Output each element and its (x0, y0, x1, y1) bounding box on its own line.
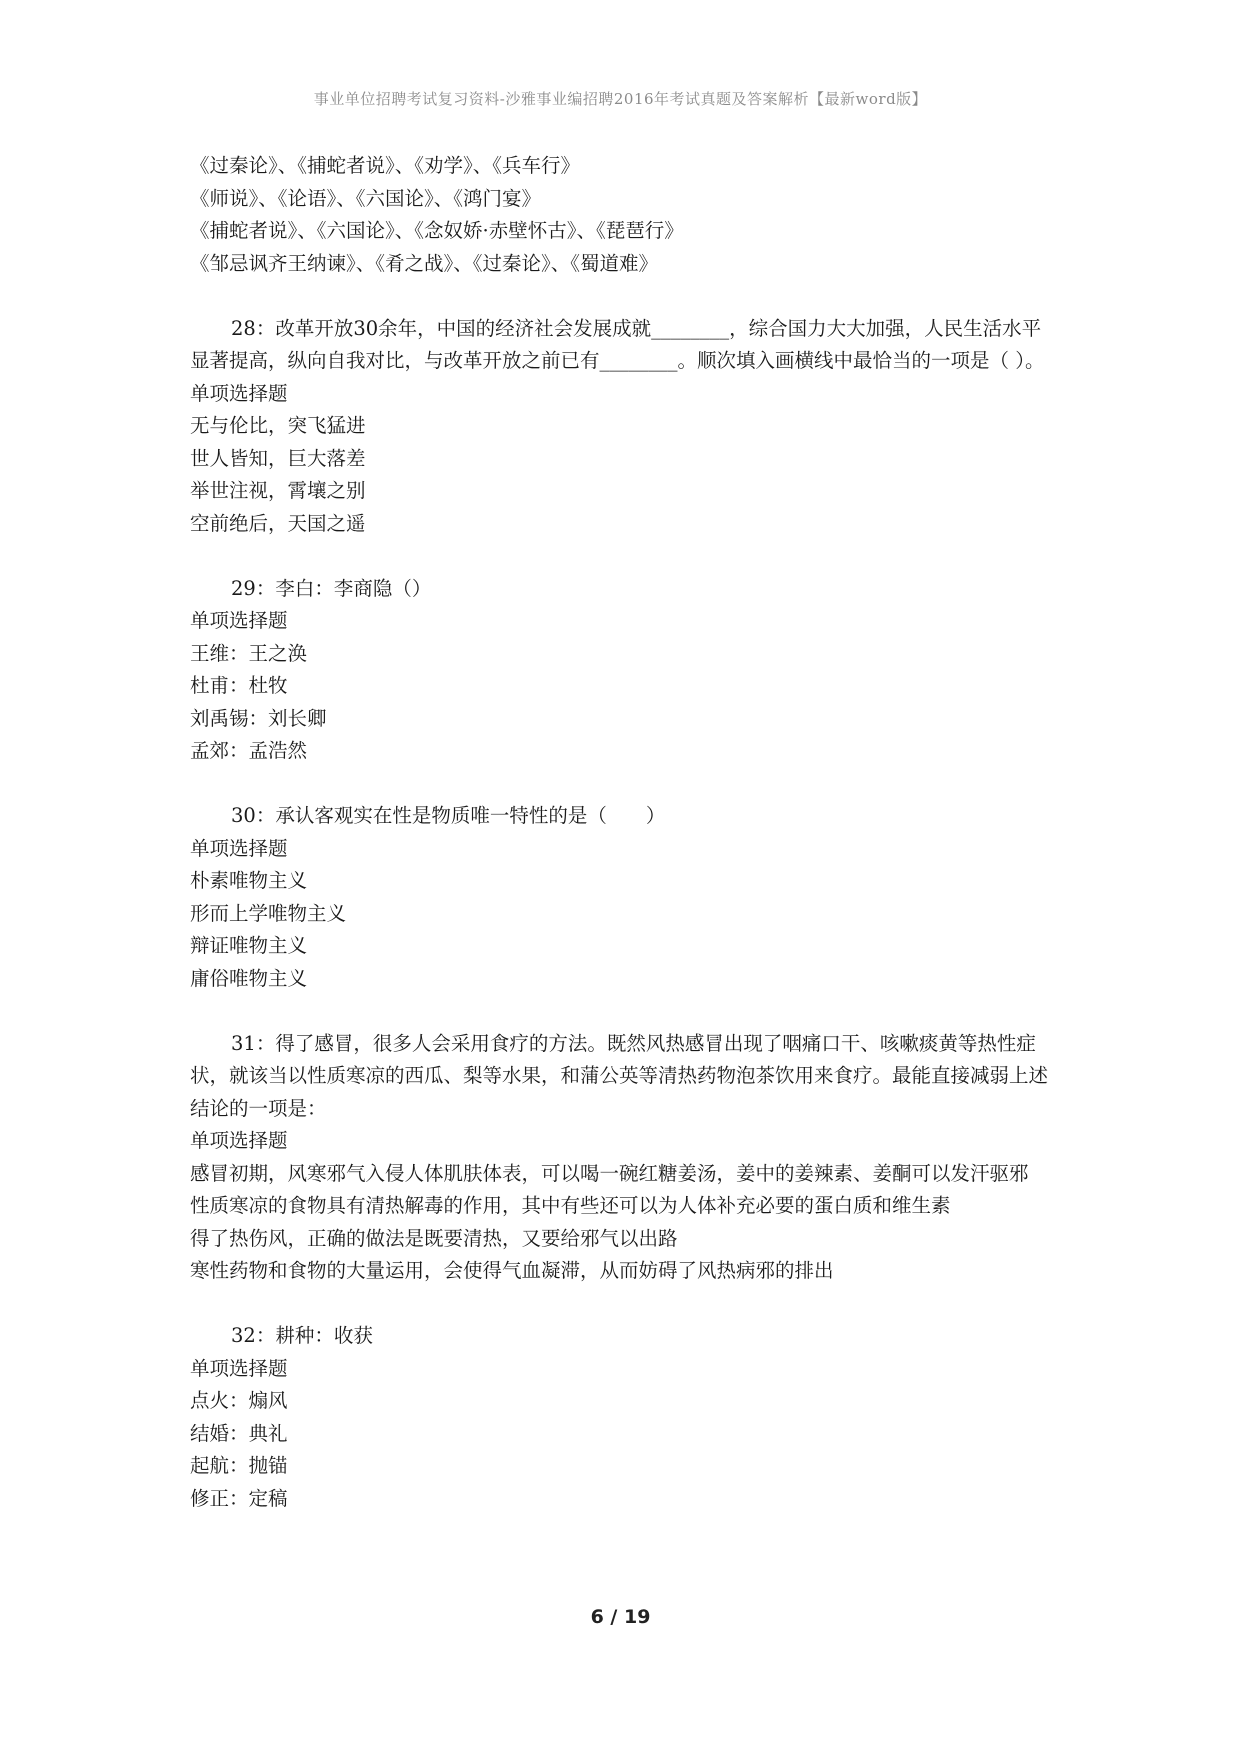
answer-option: 寒性药物和食物的大量运用，会使得气血凝滞，从而妨碍了风热病邪的排出 (190, 1259, 834, 1282)
option-line: 《捕蛇者说》、《六国论》、《念奴娇·赤壁怀古》、《琵琶行》 (190, 219, 684, 242)
top-options (190, 150, 1060, 280)
answer-option: 无与伦比，突飞猛进 (190, 414, 366, 437)
option-line: 《师说》、《论语》、《六国论》、《鸿门宴》 (190, 186, 542, 210)
answer-option: 世人皆知，巨大落差 (190, 446, 366, 470)
answer-option: 起航：抛锚 (190, 1454, 288, 1477)
question-type: 单项选择题 (190, 381, 288, 405)
answer-option: 空前绝后，天国之遥 (190, 511, 366, 535)
answer-option: 形而上学唯物主义 (190, 901, 347, 925)
question-stem: 30：承认客观实在性是物质唯一特性的是（ ） (231, 804, 666, 827)
question-stem: 29：李白：李商隐（） (231, 576, 432, 600)
page-number: 6 / 19 (590, 1606, 651, 1628)
answer-option: 辩证唯物主义 (190, 934, 308, 957)
answer-option: 刘禹锡：刘长卿 (190, 706, 327, 730)
question-stem: 28：改革开放30余年，中国的经济社会发展成就________，综合国力大大加强，人民生活水平显著提高，纵向自我对比，与改革开放之前已有________。顺次填入画横线中最恰当的一项是（ ）。 (190, 316, 1045, 372)
answer-option: 修正：定稿 (190, 1486, 288, 1510)
question-stem: 31：得了感冒，很多人会采用食疗的方法。既然风热感冒出现了咽痛口干、咳嗽痰黄等热性症状，就该当以性质寒凉的西瓜、梨等水果，和蒲公英等清热药物泡茶饮用来食疗。最能直接减弱上述结论的一项是： (190, 1031, 1049, 1120)
answer-option: 庸俗唯物主义 (190, 966, 308, 990)
question-type: 单项选择题 (190, 836, 288, 860)
question-type: 单项选择题 (190, 1356, 288, 1380)
answer-option: 得了热伤风，正确的做法是既要清热，又要给邪气以出路 (190, 1226, 678, 1250)
answer-option: 王维：王之涣 (190, 641, 308, 665)
question-31 (190, 1028, 1060, 1288)
question-32 (190, 1320, 1060, 1515)
answer-option: 孟郊：孟浩然 (190, 739, 308, 762)
answer-option: 结婚：典礼 (190, 1421, 288, 1445)
answer-option: 感冒初期，风寒邪气入侵人体肌肤体表，可以喝一碗红糖姜汤，姜中的姜辣素、姜酮可以发汗驱邪 (190, 1161, 1029, 1185)
question-28 (190, 313, 1060, 541)
answer-option: 举世注视，霄壤之别 (190, 479, 366, 502)
option-line: 《邹忌讽齐王纳谏》、《肴之战》、《过秦论》、《蜀道难》 (190, 251, 659, 275)
answer-option: 点火：煽风 (190, 1389, 288, 1412)
question-stem: 32：耕种：收获 (231, 1324, 373, 1347)
question-type: 单项选择题 (190, 1129, 288, 1152)
page-header: 事业单位招聘考试复习资料-沙雅事业编招聘2016年考试真题及答案解析【最新word版】 (313, 90, 928, 108)
option-line: 《过秦论》、《捕蛇者说》、《劝学》、《兵车行》 (190, 154, 581, 177)
answer-option: 性质寒凉的食物具有清热解毒的作用，其中有些还可以为人体补充必要的蛋白质和维生素 (190, 1194, 951, 1217)
question-29 (190, 573, 1060, 768)
question-30 (190, 800, 1060, 995)
question-type: 单项选择题 (190, 609, 288, 632)
page-content (190, 150, 1060, 1515)
answer-option: 杜甫：杜牧 (190, 674, 288, 697)
answer-option: 朴素唯物主义 (190, 869, 308, 892)
